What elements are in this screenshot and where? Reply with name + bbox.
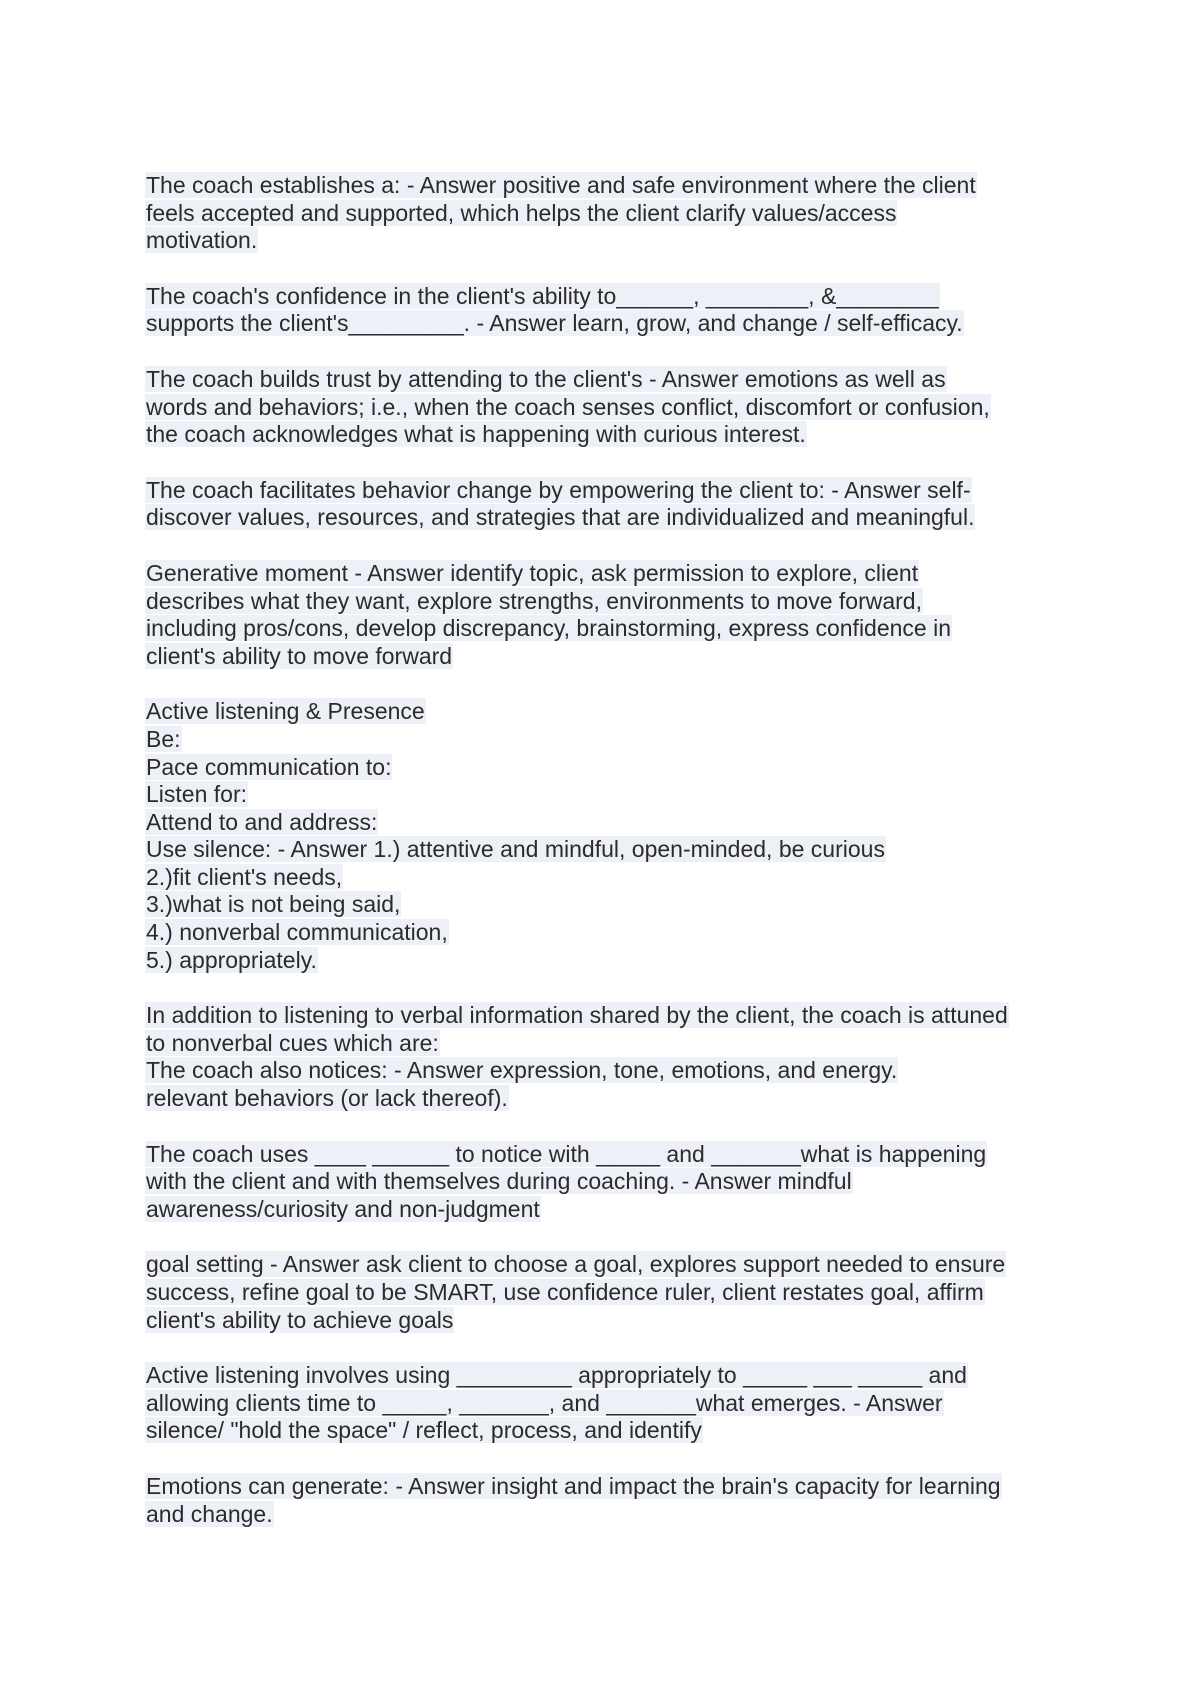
text-line bbox=[145, 643, 1065, 671]
text-line-content: Active listening & Presence bbox=[146, 698, 425, 725]
text-line-content: Generative moment - Answer identify topic, ask permission to explore, client bbox=[146, 559, 919, 586]
text-line bbox=[145, 227, 1065, 255]
text-line-content: Active listening involves using _________ appropriately to _____ ___ _____ and bbox=[146, 1362, 967, 1389]
text-line bbox=[145, 947, 1065, 975]
text-line bbox=[145, 366, 1065, 394]
text-line bbox=[145, 310, 1065, 338]
text-line-content: silence/ "hold the space" / reflect, process, and identify bbox=[146, 1417, 702, 1444]
qa-paragraph bbox=[145, 366, 1065, 449]
text-line-content: Pace communication to: bbox=[146, 753, 392, 780]
text-line-content: client's ability to achieve goals bbox=[146, 1306, 454, 1333]
text-line-content: awareness/curiosity and non-judgment bbox=[146, 1195, 540, 1222]
text-line-content: 5.) appropriately. bbox=[146, 946, 317, 973]
text-line-content: In addition to listening to verbal information shared by the client, the coach is attuned bbox=[146, 1002, 1008, 1029]
text-line-content: The coach builds trust by attending to the client's - Answer emotions as well as bbox=[146, 365, 946, 392]
qa-paragraph bbox=[145, 1362, 1065, 1445]
text-line bbox=[145, 504, 1065, 532]
text-line bbox=[145, 1417, 1065, 1445]
qa-paragraph bbox=[145, 477, 1065, 532]
text-line bbox=[145, 394, 1065, 422]
text-line-content: feels accepted and supported, which helps the client clarify values/access bbox=[146, 199, 897, 226]
text-line bbox=[145, 1307, 1065, 1335]
text-line-content: discover values, resources, and strategies that are individualized and meaningful. bbox=[146, 504, 975, 531]
text-line bbox=[145, 1251, 1065, 1279]
document-body bbox=[145, 172, 1065, 1556]
text-line bbox=[145, 891, 1065, 919]
text-line bbox=[145, 836, 1065, 864]
text-line-content: the coach acknowledges what is happening with curious interest. bbox=[146, 421, 806, 448]
text-line-content: The coach establishes a: - Answer positive and safe environment where the client bbox=[146, 172, 976, 198]
text-line-content: motivation. bbox=[146, 227, 258, 254]
text-line bbox=[145, 1473, 1065, 1501]
text-line bbox=[145, 588, 1065, 616]
text-line-content: The coach's confidence in the client's ability to______, ________, &________ bbox=[146, 282, 939, 309]
text-line-content: 3.)what is not being said, bbox=[146, 891, 401, 918]
text-line bbox=[145, 1002, 1065, 1030]
text-line bbox=[145, 1196, 1065, 1224]
text-line bbox=[145, 1362, 1065, 1390]
text-line-content: Be: bbox=[146, 725, 181, 752]
text-line-content: allowing clients time to _____, _______, and _______what emerges. - Answer bbox=[146, 1389, 943, 1416]
text-line-content: to nonverbal cues which are: bbox=[146, 1029, 439, 1056]
qa-paragraph bbox=[145, 560, 1065, 670]
text-line bbox=[145, 1501, 1065, 1529]
text-line bbox=[145, 421, 1065, 449]
text-line-content: success, refine goal to be SMART, use confidence ruler, client restates goal, affirm bbox=[146, 1279, 984, 1305]
text-line-content: The coach facilitates behavior change by empowering the client to: - Answer self- bbox=[146, 476, 971, 503]
text-line bbox=[145, 560, 1065, 588]
text-line-content: 4.) nonverbal communication, bbox=[146, 919, 448, 946]
qa-paragraph bbox=[145, 283, 1065, 338]
text-line bbox=[145, 1141, 1065, 1169]
text-line bbox=[145, 1030, 1065, 1058]
qa-paragraph bbox=[145, 1473, 1065, 1528]
text-line bbox=[145, 809, 1065, 837]
text-line bbox=[145, 477, 1065, 505]
text-line bbox=[145, 919, 1065, 947]
text-line bbox=[145, 1168, 1065, 1196]
qa-paragraph bbox=[145, 1251, 1065, 1334]
text-line bbox=[145, 698, 1065, 726]
text-line bbox=[145, 1390, 1065, 1418]
text-line-content: with the client and with themselves during coaching. - Answer mindful bbox=[146, 1168, 852, 1195]
text-line-content: words and behaviors; i.e., when the coach senses conflict, discomfort or confusion, bbox=[146, 393, 990, 420]
text-line bbox=[145, 726, 1065, 754]
text-line-content: The coach also notices: - Answer expression, tone, emotions, and energy. bbox=[146, 1057, 898, 1084]
text-line-content: Listen for: bbox=[146, 781, 247, 808]
text-line-content: Attend to and address: bbox=[146, 808, 378, 835]
text-line bbox=[145, 615, 1065, 643]
text-line bbox=[145, 754, 1065, 782]
text-line bbox=[145, 283, 1065, 311]
text-line bbox=[145, 781, 1065, 809]
text-line-content: 2.)fit client's needs, bbox=[146, 863, 343, 890]
qa-paragraph bbox=[145, 698, 1065, 974]
text-line-content: Emotions can generate: - Answer insight and impact the brain's capacity for learning bbox=[146, 1472, 1001, 1499]
text-line-content: Use silence: - Answer 1.) attentive and mindful, open-minded, be curious bbox=[146, 836, 885, 863]
text-line-content: relevant behaviors (or lack thereof). bbox=[146, 1085, 508, 1112]
text-line-content: client's ability to move forward bbox=[146, 642, 453, 669]
text-line-content: including pros/cons, develop discrepancy, brainstorming, express confidence in bbox=[146, 615, 952, 642]
text-line-content: supports the client's_________. - Answer learn, grow, and change / self-efficacy. bbox=[146, 310, 963, 337]
qa-paragraph bbox=[145, 1141, 1065, 1224]
text-line bbox=[145, 172, 1065, 200]
text-line bbox=[145, 1279, 1065, 1307]
text-line bbox=[145, 1085, 1065, 1113]
text-line bbox=[145, 864, 1065, 892]
text-line-content: describes what they want, explore strengths, environments to move forward, bbox=[146, 587, 922, 614]
qa-paragraph bbox=[145, 1002, 1065, 1112]
text-line-content: goal setting - Answer ask client to choose a goal, explores support needed to ensure bbox=[146, 1251, 1006, 1278]
text-line bbox=[145, 200, 1065, 228]
text-line-content: The coach uses ____ ______ to notice with _____ and _______what is happening bbox=[146, 1140, 987, 1167]
qa-paragraph bbox=[145, 172, 1065, 255]
text-line-content: and change. bbox=[146, 1500, 273, 1527]
text-line bbox=[145, 1057, 1065, 1085]
